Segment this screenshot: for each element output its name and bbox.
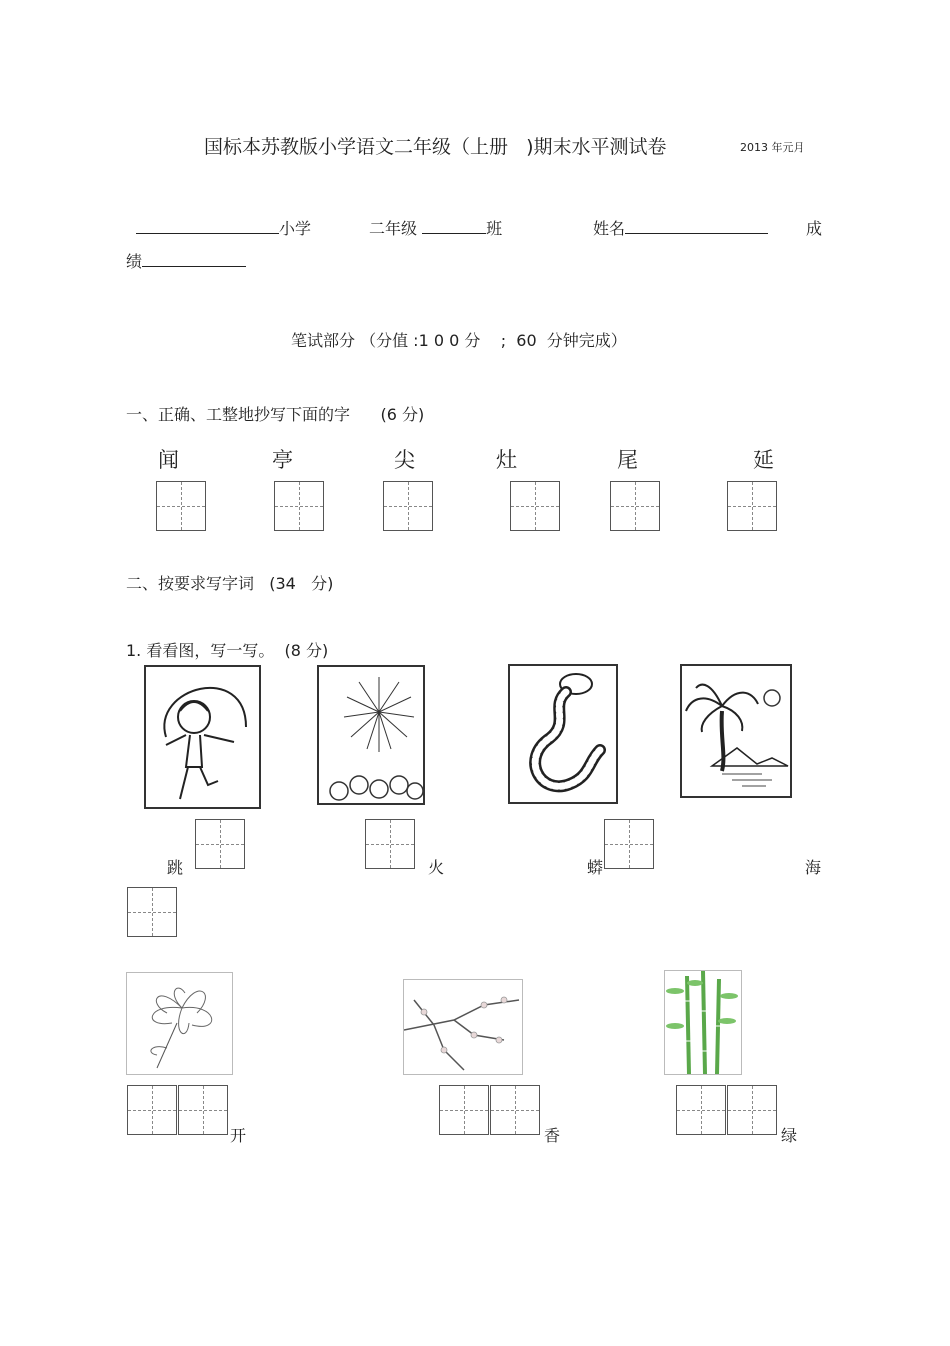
word-char-6: 香	[544, 1126, 561, 1145]
copy-char-2: 亭	[272, 448, 293, 472]
writing-grid[interactable]	[604, 819, 654, 869]
exam-title: 国标本苏教版小学语文二年级（上册 )期末水平测试卷	[204, 136, 667, 158]
copy-char-1: 闻	[158, 448, 179, 472]
score-label-2: 绩	[126, 252, 143, 271]
copy-char-6: 延	[753, 448, 774, 472]
fireworks-picture	[317, 665, 425, 805]
word-char-1: 跳	[167, 858, 184, 877]
writing-grid[interactable]	[383, 481, 433, 531]
rope-skipping-picture	[144, 665, 261, 809]
writing-grid[interactable]	[490, 1085, 540, 1135]
word-char-7: 绿	[781, 1126, 798, 1145]
school-blank[interactable]	[136, 219, 279, 234]
writing-grid[interactable]	[439, 1085, 489, 1135]
bamboo-picture	[664, 970, 742, 1075]
writing-grid[interactable]	[127, 887, 177, 937]
writing-grid[interactable]	[365, 819, 415, 869]
exam-date: 2013 年元月	[740, 141, 805, 154]
score-blank[interactable]	[142, 252, 246, 267]
word-char-5: 开	[230, 1126, 247, 1145]
name-blank[interactable]	[625, 219, 768, 234]
writing-grid[interactable]	[156, 481, 206, 531]
name-label: 姓名	[593, 219, 626, 238]
q1-heading: 1. 看看图，写一写。 (8 分)	[126, 641, 329, 660]
python-snake-picture	[508, 664, 618, 804]
school-line	[136, 216, 311, 239]
writing-grid[interactable]	[127, 1085, 177, 1135]
class-line	[369, 216, 502, 239]
writing-grid[interactable]	[274, 481, 324, 531]
writing-grid[interactable]	[195, 819, 245, 869]
writing-grid[interactable]	[510, 481, 560, 531]
school-suffix: 小学	[279, 219, 312, 238]
writing-grid[interactable]	[676, 1085, 726, 1135]
word-char-2: 火	[428, 858, 445, 877]
copy-char-5: 尾	[617, 448, 638, 472]
section2-heading: 二、按要求写字词 (34 分)	[126, 574, 334, 593]
writing-grid[interactable]	[610, 481, 660, 531]
chrysanthemum-picture	[126, 972, 233, 1075]
writing-grid[interactable]	[727, 1085, 777, 1135]
writing-grid[interactable]	[727, 481, 777, 531]
grade-label: 二年级	[369, 219, 418, 238]
section1-heading: 一、正确、工整地抄写下面的字 (6 分)	[126, 405, 425, 424]
class-suffix: 班	[486, 219, 503, 238]
name-line	[593, 216, 768, 239]
class-blank[interactable]	[422, 219, 486, 234]
copy-char-3: 尖	[394, 448, 415, 472]
exam-info: 笔试部分 （分值 :1 0 0 分 ; 60 分钟完成）	[291, 331, 627, 350]
word-char-4: 海	[805, 858, 822, 877]
writing-grid[interactable]	[178, 1085, 228, 1135]
score-label-1: 成	[806, 219, 823, 238]
plum-blossom-picture	[403, 979, 523, 1075]
score-line	[126, 249, 246, 272]
word-char-3: 蟒	[587, 858, 604, 877]
island-palm-picture	[680, 664, 792, 798]
copy-char-4: 灶	[496, 448, 517, 472]
